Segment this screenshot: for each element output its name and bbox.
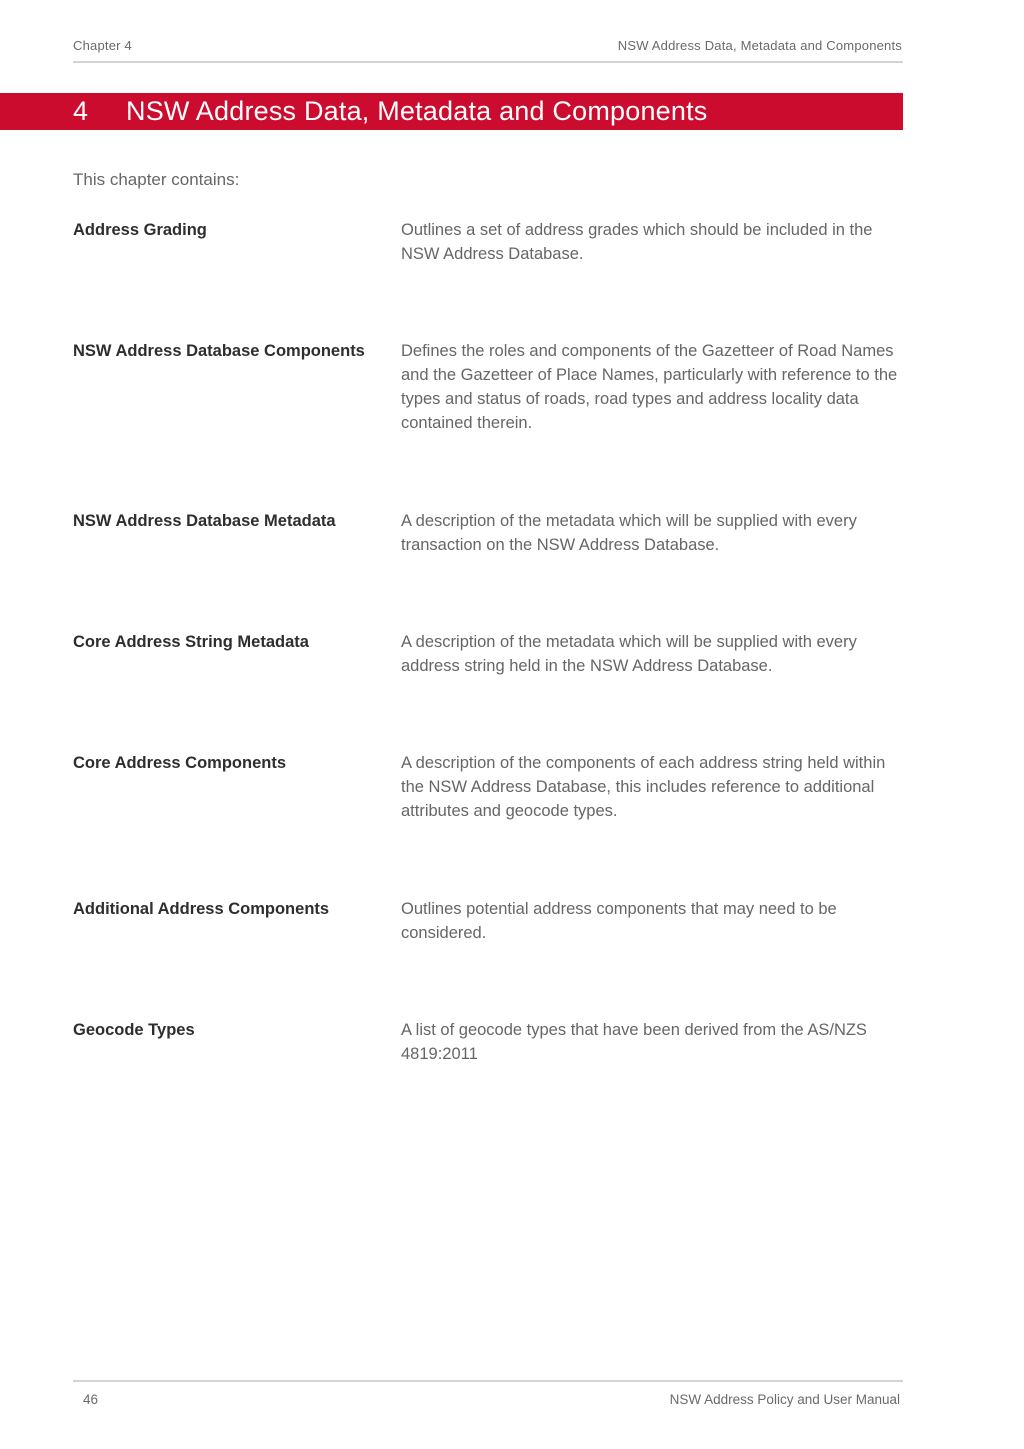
item-description: A list of geocode types that have been derived from the AS/NZS 4819:2011 bbox=[401, 1021, 867, 1063]
header-divider bbox=[73, 61, 903, 63]
item-description: Defines the roles and components of the Gazetteer of Road Names and the Gazetteer of Place Names, particularly with reference to the types and status of roads, road types and address locality data contained therein. bbox=[401, 342, 898, 432]
chapter-title: NSW Address Data, Metadata and Components bbox=[126, 96, 708, 126]
intro-text: This chapter contains: bbox=[73, 170, 240, 189]
item-term: Core Address String Metadata bbox=[73, 633, 309, 651]
item-term: Geocode Types bbox=[73, 1021, 195, 1039]
running-header bbox=[73, 38, 902, 62]
item-description: A description of the metadata which will be supplied with every address string held in the NSW Address Database. bbox=[401, 633, 857, 675]
item-description: Outlines potential address components that may need to be considered. bbox=[401, 900, 837, 942]
footer-divider bbox=[73, 1380, 903, 1382]
running-section-title: NSW Address Data, Metadata and Components bbox=[617, 38, 902, 53]
item-description: Outlines a set of address grades which should be included in the NSW Address Database. bbox=[401, 221, 873, 263]
item-description: A description of the components of each address string held within the NSW Address Database, this includes reference to additional attributes and geocode types. bbox=[401, 754, 886, 820]
item-description: A description of the metadata which will be supplied with every transaction on the NSW Address Database. bbox=[401, 512, 857, 554]
chapter-label: Chapter 4 bbox=[73, 38, 132, 53]
item-term: NSW Address Database Components bbox=[73, 342, 365, 360]
chapter-number: 4 bbox=[73, 96, 89, 126]
item-term: NSW Address Database Metadata bbox=[73, 512, 336, 530]
page-number: 46 bbox=[83, 1392, 99, 1407]
manual-title: NSW Address Policy and User Manual bbox=[669, 1392, 900, 1407]
item-term: Additional Address Components bbox=[73, 900, 330, 918]
chapter-banner bbox=[0, 93, 903, 130]
item-term: Core Address Components bbox=[73, 754, 287, 772]
item-term: Address Grading bbox=[73, 221, 207, 239]
